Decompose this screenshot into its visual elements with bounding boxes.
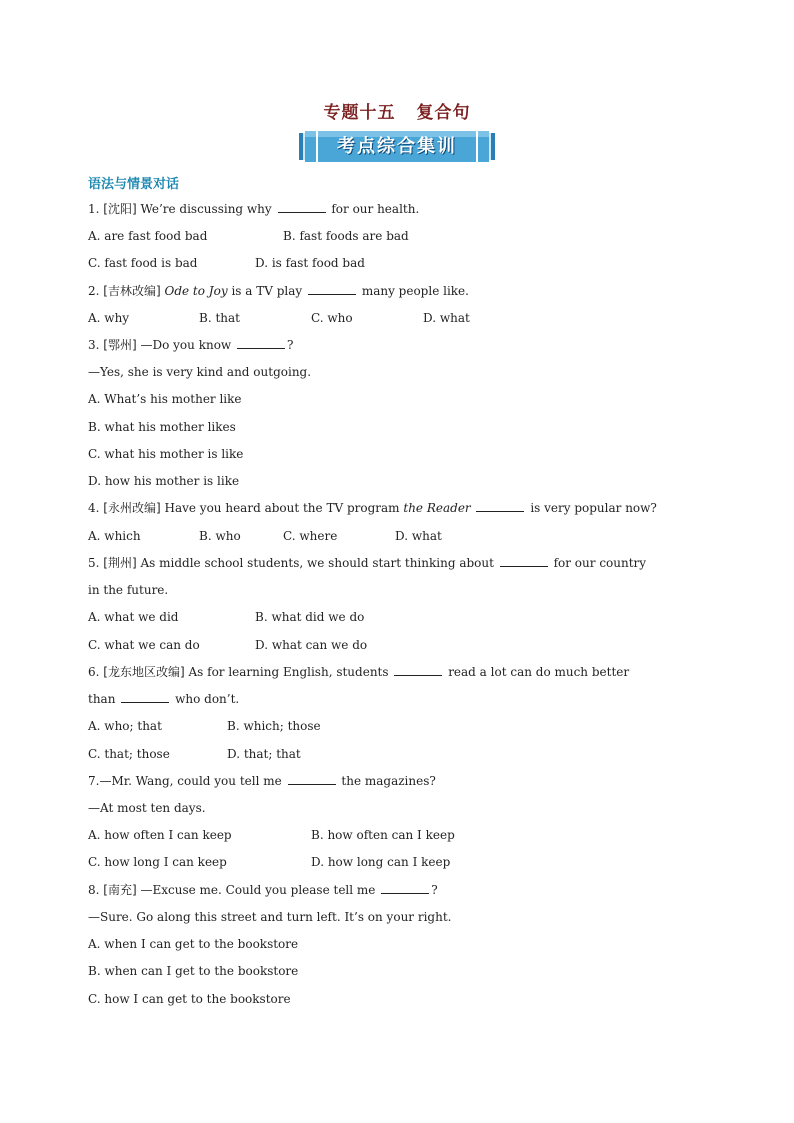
option-a: A. how often I can keep <box>88 828 232 842</box>
question-1 <box>88 200 718 218</box>
answer-blank <box>500 554 548 567</box>
question-text: Have you heard about the TV program <box>164 501 400 515</box>
question-source: [吉林改编] <box>103 284 161 298</box>
question-continuation <box>88 690 718 708</box>
answer-blank <box>381 881 429 894</box>
option-d: D. is fast food bad <box>255 256 365 270</box>
question-number: 3. <box>88 338 100 352</box>
question-number: 7. <box>88 774 100 788</box>
option-c: C. fast food is bad <box>88 256 198 270</box>
option-b: B. what did we do <box>255 610 365 624</box>
page-title: 专题十五 复合句 <box>323 103 471 123</box>
option-d: D. how his mother is like <box>88 474 240 488</box>
section-heading: 语法与情景对话 <box>88 177 180 192</box>
question-text: As middle school students, we should start thinking about <box>140 556 494 570</box>
option-a: A. are fast food bad <box>88 229 208 243</box>
question-text: read a lot can do much better <box>448 665 630 679</box>
answer-blank <box>308 282 356 295</box>
option-c: C. what we can do <box>88 638 200 652</box>
question-source: [龙东地区改编] <box>103 665 185 679</box>
question-text: who don’t. <box>175 692 240 706</box>
option-a: A. what we did <box>88 610 179 624</box>
option-d: D. what <box>395 529 442 543</box>
option-c: C. what his mother is like <box>88 447 244 461</box>
question-8 <box>88 881 718 899</box>
answer-blank <box>237 336 285 349</box>
question-text: than <box>88 692 116 706</box>
question-text: for our country <box>553 556 647 570</box>
option-b: B. fast foods are bad <box>283 229 409 243</box>
question-3 <box>88 336 718 354</box>
option-a: A. when I can get to the bookstore <box>88 937 299 951</box>
question-continuation: in the future. <box>88 583 169 597</box>
option-a: A. why <box>88 311 130 325</box>
question-text: ? <box>431 883 438 897</box>
dialogue-reply: —At most ten days. <box>88 801 206 815</box>
section-banner <box>299 131 495 162</box>
option-c: C. how I can get to the bookstore <box>88 992 291 1006</box>
answer-blank <box>121 690 169 703</box>
option-b: B. how often can I keep <box>311 828 455 842</box>
answer-blank <box>476 499 524 512</box>
question-text: for our health. <box>331 202 420 216</box>
option-d: D. what <box>423 311 470 325</box>
option-d: D. that; that <box>227 747 301 761</box>
option-d: D. how long can I keep <box>311 855 451 869</box>
question-number: 5. <box>88 556 100 570</box>
question-source: [沈阳] <box>103 202 137 216</box>
answer-blank <box>278 200 326 213</box>
question-2 <box>88 282 718 300</box>
question-text: —Mr. Wang, could you tell me <box>99 774 282 788</box>
option-b: B. when can I get to the bookstore <box>88 964 299 978</box>
question-number: 1. <box>88 202 100 216</box>
question-text: As for learning English, students <box>188 665 389 679</box>
question-5 <box>88 554 718 572</box>
option-b: B. who <box>199 529 241 543</box>
question-text: We’re discussing why <box>140 202 272 216</box>
option-b: B. that <box>199 311 240 325</box>
question-6 <box>88 663 718 681</box>
dialogue-reply: —Yes, she is very kind and outgoing. <box>88 365 312 379</box>
question-number: 2. <box>88 284 100 298</box>
question-text: is very popular now? <box>530 501 657 515</box>
option-c: C. where <box>283 529 338 543</box>
question-number: 6. <box>88 665 100 679</box>
question-source: [荆州] <box>103 556 137 570</box>
question-text: —Excuse me. Could you please tell me <box>140 883 376 897</box>
option-a: A. which <box>88 529 141 543</box>
question-source: [永州改编] <box>103 501 161 515</box>
option-d: D. what can we do <box>255 638 368 652</box>
question-source: [鄂州] <box>103 338 137 352</box>
question-text: the magazines? <box>341 774 436 788</box>
option-a: A. who; that <box>88 719 162 733</box>
question-text: is a TV play <box>231 284 303 298</box>
banner-label: 考点综合集训 <box>337 136 457 157</box>
option-c: C. who <box>311 311 353 325</box>
question-source: [南充] <box>103 883 137 897</box>
answer-blank <box>288 772 336 785</box>
question-number: 8. <box>88 883 100 897</box>
question-7 <box>88 772 718 790</box>
question-number: 4. <box>88 501 100 515</box>
answer-blank <box>394 663 442 676</box>
option-a: A. What’s his mother like <box>88 392 242 406</box>
option-b: B. what his mother likes <box>88 420 236 434</box>
italic-title: Ode to Joy <box>164 284 228 298</box>
dialogue-reply: —Sure. Go along this street and turn left. It’s on your right. <box>88 910 452 924</box>
option-b: B. which; those <box>227 719 321 733</box>
question-text: many people like. <box>361 284 469 298</box>
option-c: C. that; those <box>88 747 170 761</box>
question-text: ? <box>287 338 294 352</box>
italic-title: the Reader <box>403 501 471 515</box>
question-text: —Do you know <box>140 338 232 352</box>
question-4 <box>88 499 718 517</box>
option-c: C. how long I can keep <box>88 855 227 869</box>
